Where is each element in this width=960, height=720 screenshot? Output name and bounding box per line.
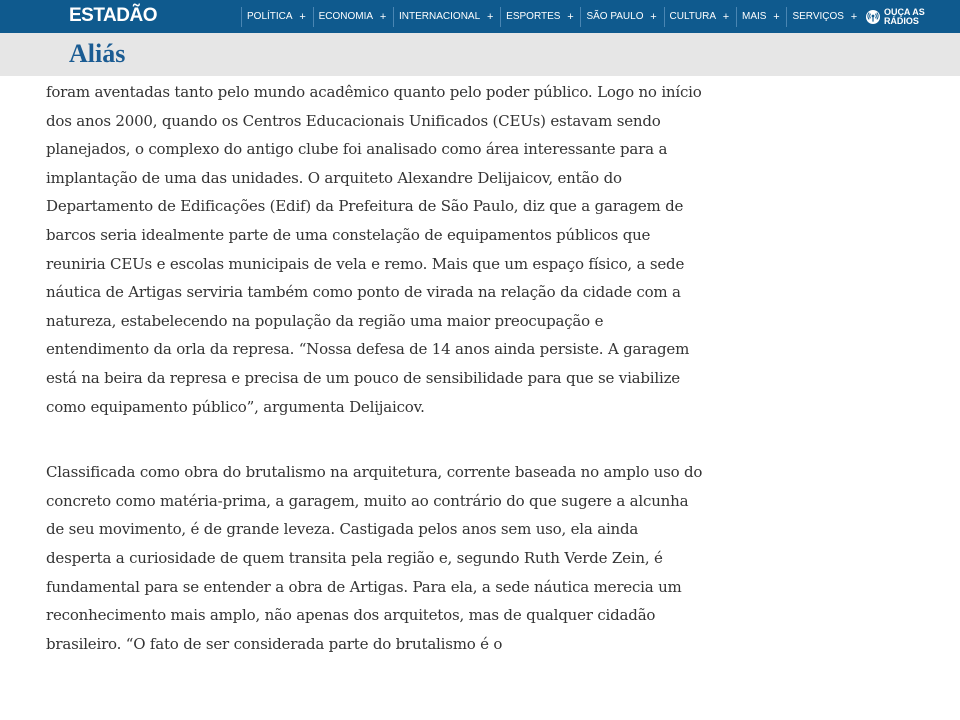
nav-link-servicos[interactable]: SERVIÇOS (792, 11, 844, 22)
site-logo[interactable]: ESTADÃO (69, 5, 157, 26)
radio-link[interactable] (866, 8, 926, 26)
radio-label-line-1: OUÇA AS (883, 6, 925, 17)
section-header (0, 33, 960, 76)
nav-link-politica[interactable]: POLÍTICA (247, 11, 293, 22)
article-paragraph: foram aventadas tanto pelo mundo acadêmico quanto pelo poder público. Logo no início dos anos 2000, quando os Centros Educacionais Unificados (CEUs) estavam sendo planejados, o complexo do antigo clube foi analisado como área interessante para a implantação de uma das unidades. O arquiteto Alexandre Delijaicov, então do Departamento de Edificações (Edif) da Prefeitura de São Paulo, diz que a garagem de barcos seria idealmente parte de uma constelação de equipamentos públicos que reuniria CEUs e escolas municipais de vela e remo. Mais que um espaço físico, a sede náutica de Artigas serviria também como ponto de virada na relação da cidade com a natureza, estabelecendo na população da região uma maior preocupação e entendimento da orla da represa. “Nossa defesa de 14 anos ainda persiste. A garagem está na beira da represa e precisa de um pouco de sensibilidade para que se viabilize como equipamento público”, argumenta Delijaicov. (46, 83, 702, 416)
nav-link-esportes[interactable]: ESPORTES (506, 11, 561, 22)
nav-item-politica (241, 7, 313, 27)
nav-item-servicos (786, 7, 864, 27)
plus-icon[interactable]: + (722, 10, 730, 23)
plus-icon[interactable]: + (650, 10, 657, 23)
nav-item-sao-paulo (580, 7, 663, 27)
plus-icon[interactable]: + (773, 10, 780, 23)
section-title[interactable]: Aliás (69, 39, 126, 68)
plus-icon[interactable]: + (379, 10, 387, 23)
nav-item-mais (736, 7, 786, 27)
nav-item-cultura (664, 7, 736, 27)
nav-link-sao-paulo[interactable]: SÃO PAULO (586, 11, 644, 22)
nav-item-economia (313, 7, 393, 27)
nav-item-internacional (393, 7, 500, 27)
nav-link-mais[interactable]: MAIS (741, 11, 767, 22)
plus-icon[interactable]: + (299, 10, 306, 23)
nav-link-internacional[interactable]: INTERNACIONAL (399, 11, 481, 22)
article-paragraph: Classificada como obra do brutalismo na arquitetura, corrente baseada no amplo uso do concreto como matéria-prima, a garagem, muito ao contrário do que sugere a alcunha de seu movimento, é de grande leveza. Castigada pelos anos sem uso, ela ainda desperta a curiosidade de quem transita pela região e, segundo Ruth Verde Zein, é fundamental para se entender a obra de Artigas. Para ela, a sede náutica merecia um reconhecimento mais amplo, não apenas dos arquitetos, mas de qualquer cidadão brasileiro. “O fato de ser considerada parte do brutalismo é o (46, 463, 703, 653)
radio-label (884, 8, 926, 26)
plus-icon[interactable]: + (567, 10, 574, 23)
radio-label-line-2: RÁDIOS (883, 15, 919, 26)
main-nav (241, 0, 926, 33)
article-body (46, 78, 706, 678)
nav-item-esportes (500, 7, 580, 27)
nav-link-cultura[interactable]: CULTURA (669, 11, 716, 22)
nav-link-economia[interactable]: ECONOMIA (318, 11, 374, 22)
radio-antenna-icon (866, 10, 880, 24)
top-navigation-bar (0, 0, 960, 33)
plus-icon[interactable]: + (850, 10, 858, 23)
plus-icon[interactable]: + (486, 10, 494, 23)
